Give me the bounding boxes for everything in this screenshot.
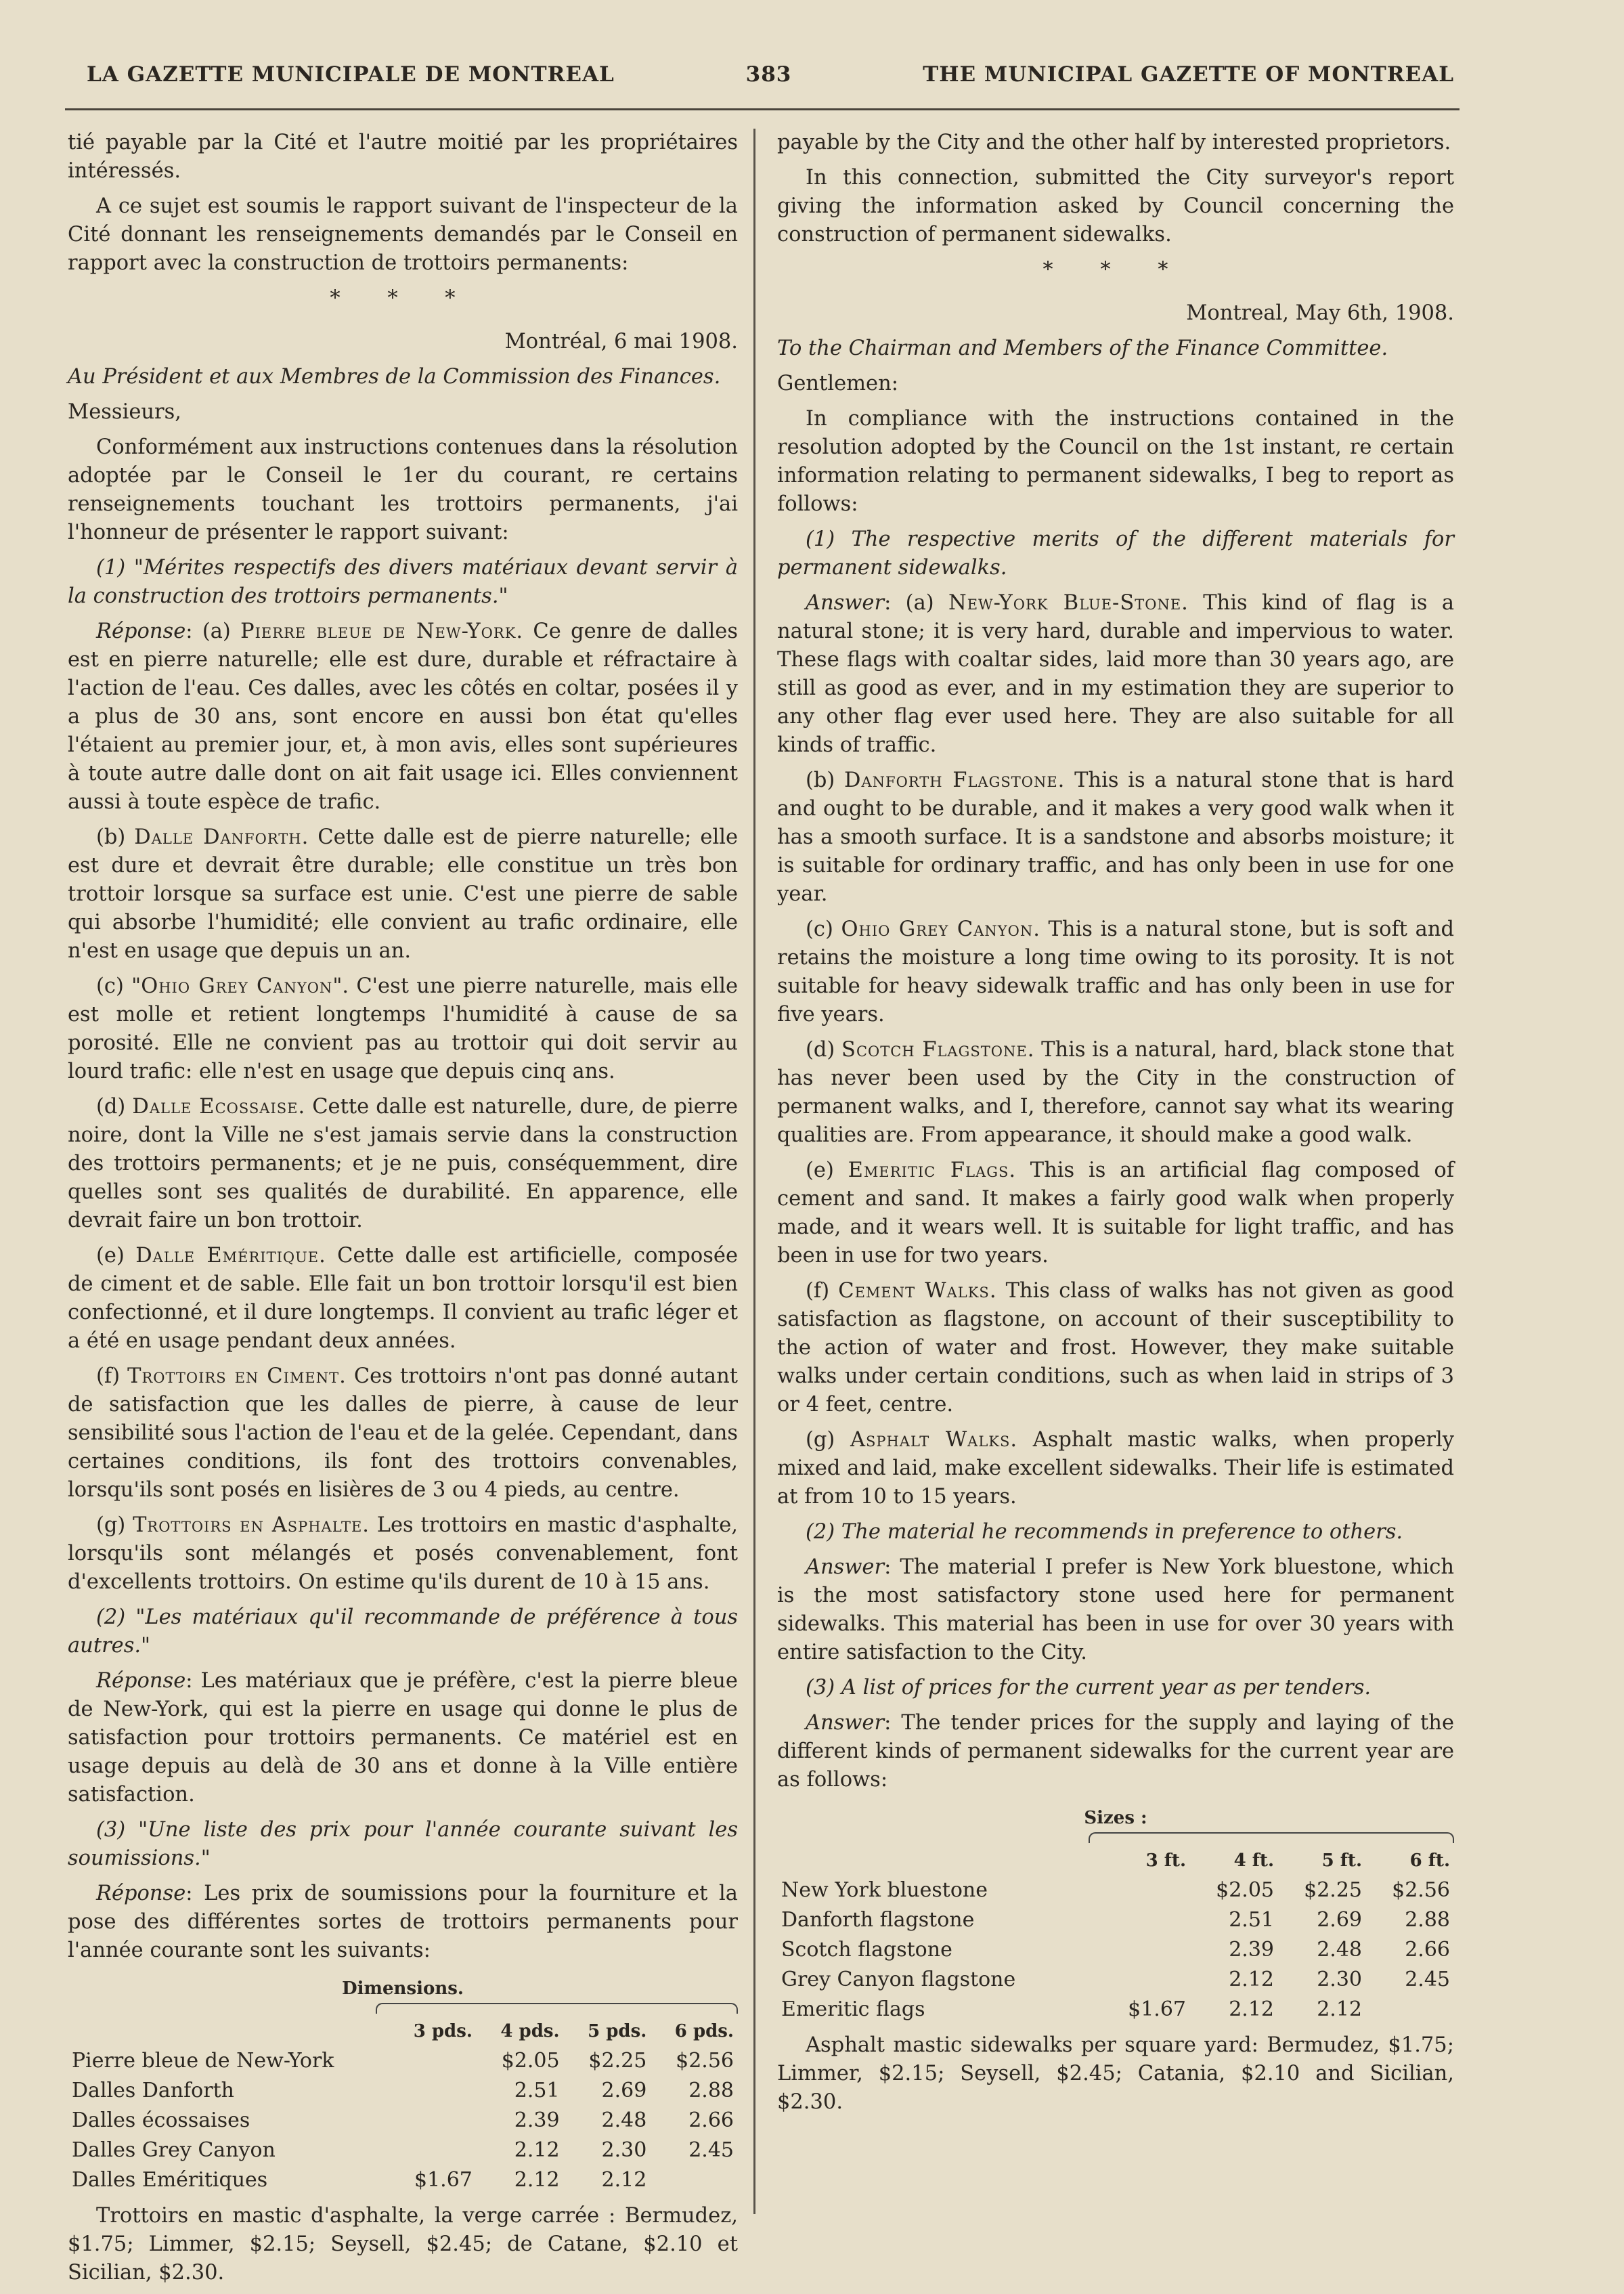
fr-item-text: Cette dalle est de pierre naturelle; elle est dure et devrait être durable; elle constitue un très bon trottoir lorsque sa surface est unie. C'est une pierre de sable qui absorbe l'humidité; elle convient au trafic ordinaire, elle n'est en usage que depuis un an. xyxy=(68,825,739,963)
french-column xyxy=(68,129,738,2294)
fr-item-marker: (b) xyxy=(96,825,126,849)
fr-date: Montréal, 6 mai 1908. xyxy=(504,330,738,353)
en-answer-label: Answer xyxy=(806,1711,885,1735)
table-cell xyxy=(1102,1876,1190,1905)
table-cell: 2.88 xyxy=(688,2079,734,2102)
table-cell: 2.12 xyxy=(514,2138,560,2162)
fr-item-marker: (e) xyxy=(96,1244,125,1268)
en-question-3: (3) A list of prices for the current year as per tenders. xyxy=(806,1676,1371,1700)
fr-paragraph-1: tié payable par la Cité et l'autre moitié par les propriétaires intéressés. xyxy=(68,131,738,183)
table-cell xyxy=(389,2046,477,2076)
fr-answer-3: Réponse: Les prix de soumissions pour la fourniture et la pose des différentes sortes de trottoirs permanents pour l'année courante sont les suivants: xyxy=(68,1882,738,1962)
en-item-text: This is a natural stone that is hard and ought to be durable, and it makes a very good walk when it has a smooth surface. It is a sandstone and absorbs moisture; it is suitable for ordinary traffic, and has only been in use for one year. xyxy=(777,769,1454,906)
fr-item-name: Trottoirs en Asphalte. xyxy=(133,1513,370,1537)
en-answer-b xyxy=(777,766,1454,909)
column-header: 4 ft. xyxy=(1233,1851,1274,1871)
table-cell: $1.67 xyxy=(1128,1997,1186,2021)
en-item-text: This is a natural stone, but is soft and retains the moisture a long time owing to its porosity. It is not suitable for heavy sidewalk traffic and has only been in use for five years. xyxy=(777,917,1454,1026)
column-header: 3 pds. xyxy=(413,2021,473,2041)
table-cell xyxy=(1102,1965,1190,1995)
fr-item-text: Les trottoirs en mastic d'asphalte, lorsqu'ils sont mélangés et posés convenablement, font d'excellents trottoirs. On estime qu'ils durent de 10 à 15 ans. xyxy=(68,1513,738,1594)
column-divider xyxy=(753,129,755,2214)
table-cell: 2.30 xyxy=(601,2138,647,2162)
fr-answer-2-text: Les matériaux que je préfère, c'est la pierre bleue de New-York, qui est la pierre en usage qui donne le plus de satisfaction pour trottoirs permanents. Ce matériel est en usage depuis au delà de 30 ans et donne à la Ville entière satisfaction. xyxy=(68,1669,738,1806)
en-salutation: Gentlemen: xyxy=(777,372,899,395)
table-cell xyxy=(651,2165,738,2195)
en-item-marker: (c) xyxy=(806,917,833,941)
en-date: Montreal, May 6th, 1908. xyxy=(1186,301,1454,325)
table-spacer xyxy=(777,1846,1102,1876)
fr-price-table xyxy=(68,2016,738,2195)
table-header-row xyxy=(777,1846,1454,1876)
fr-answer-c xyxy=(68,972,738,1086)
fr-answer-g xyxy=(68,1511,738,1597)
en-item-text: This is a natural, hard, black stone that has never been used by the City in the construction of permanent walks, and I, therefore, cannot say what its wearing qualities are. From appearance, it should make a good walk. xyxy=(777,1038,1454,1147)
table-cell: $2.56 xyxy=(676,2049,734,2073)
table-cell: $2.56 xyxy=(1392,1878,1450,1902)
fr-item-text: Cette dalle est naturelle, dure, de pierre noire, dont la Ville ne s'est jamais servie dans la construction des trottoirs permanents; et je ne puis, conséquemment, dire quelles sont ses qualités de durabilité. En apparence, elle devrait faire un bon trottoir. xyxy=(68,1095,738,1232)
fr-question-3: (3) "Une liste des prix pour l'année courante suivant les soumissions." xyxy=(68,1818,738,1870)
en-answer-2 xyxy=(777,1553,1454,1667)
fr-item-marker: (c) " xyxy=(96,974,141,998)
en-answer-2-text: : The material I prefer is New York bluestone, which is the most satisfactory stone used here for permanent sidewalks. This material has been in use for over 30 years with entire satisfaction to the City. xyxy=(777,1555,1454,1664)
fr-item-text: ". C'est une pierre naturelle, mais elle est molle et retient longtemps l'humidité à cause de sa porosité. Elle ne convient pas au trottoir qui doit servir au lourd trafic: elle n'est en usage que depuis cinq ans. xyxy=(68,974,739,1083)
table-row xyxy=(777,1876,1454,1905)
en-item-name: Danforth Flagstone. xyxy=(844,769,1066,792)
fr-table-caption: Dimensions. xyxy=(342,1978,464,1999)
fr-item-name: Dalle Eméritique. xyxy=(135,1244,326,1268)
row-label: Scotch flagstone xyxy=(781,1938,952,1962)
en-paragraph-1: payable by the City and the other half by interested proprietors. xyxy=(777,131,1451,154)
header-rule xyxy=(65,108,1460,110)
row-label: Dalles Grey Canyon xyxy=(72,2138,276,2162)
page-header xyxy=(87,62,1454,87)
fr-separator: * * * xyxy=(330,286,476,310)
table-cell xyxy=(1102,1935,1190,1965)
en-paragraph-2: In this connection, submitted the City surveyor's report giving the information asked by Council concerning the construction of permanent sidewalks. xyxy=(777,166,1454,246)
table-cell: 2.12 xyxy=(601,2168,647,2192)
fr-paragraph-2: A ce sujet est soumis le rapport suivant de l'inspecteur de la Cité donnant les renseignements demandés par le Conseil en rapport avec la construction de trottoirs permanents: xyxy=(68,194,738,275)
column-header: 5 ft. xyxy=(1321,1851,1362,1871)
en-answer-g xyxy=(777,1426,1454,1511)
en-separator: * * * xyxy=(1043,258,1189,282)
column-header: 6 pds. xyxy=(674,2021,734,2041)
column-header: 6 ft. xyxy=(1409,1851,1450,1871)
table-row xyxy=(68,2106,738,2136)
en-item-text: Asphalt mastic walks, when properly mixed and laid, make excellent sidewalks. Their life is estimated at from 10 to 15 years. xyxy=(777,1428,1454,1509)
fr-answer-f xyxy=(68,1362,738,1505)
en-asphalt-prices: Asphalt mastic sidewalks per square yard: Bermudez, $1.75; Limmer, $2.15; Seysell, $2.45; Catania, $2.10 and Sicilian, $2.30. xyxy=(777,2033,1454,2114)
table-cell: 2.12 xyxy=(1229,1997,1274,2021)
en-price-table xyxy=(777,1846,1454,2025)
fr-answer-d xyxy=(68,1093,738,1235)
table-cell xyxy=(389,2106,477,2136)
en-answer-d xyxy=(777,1036,1454,1150)
table-cell: 2.12 xyxy=(514,2168,560,2192)
table-cell: $1.67 xyxy=(414,2168,473,2192)
table-row xyxy=(777,1965,1454,1995)
table-row xyxy=(68,2136,738,2165)
table-cell: 2.69 xyxy=(601,2079,647,2102)
column-header: 4 pds. xyxy=(500,2021,560,2041)
en-item-name: Scotch Flagstone. xyxy=(841,1038,1035,1062)
row-label: Grey Canyon flagstone xyxy=(781,1968,1016,1991)
en-answer-3-text: : The tender prices for the supply and laying of the different kinds of permanent sidewalks for the current year are as follows: xyxy=(777,1711,1454,1792)
en-item-name: New-York Blue-Stone. xyxy=(948,591,1189,615)
table-cell: 2.51 xyxy=(514,2079,560,2102)
fr-item-text: Cette dalle est artificielle, composée de ciment et de sable. Elle fait un bon trottoir lorsqu'il est bien confectionné, et il dure longtemps. Il convient au trafic léger et a été en usage pendant deux années. xyxy=(68,1244,738,1353)
table-cell: $2.05 xyxy=(501,2049,560,2073)
en-item-marker: (b) xyxy=(806,769,835,792)
table-cell xyxy=(1366,1995,1454,2025)
table-cell: 2.66 xyxy=(688,2108,734,2132)
en-answer-e xyxy=(777,1156,1454,1270)
header-english-title: THE MUNICIPAL GAZETTE OF MONTREAL xyxy=(923,62,1454,87)
en-answer-a xyxy=(777,589,1454,760)
fr-item-name: Dalle Ecossaise. xyxy=(132,1095,306,1119)
fr-salutation: Messieurs, xyxy=(68,400,181,424)
fr-question-1: (1) "Mérites respectifs des divers matériaux devant servir à la construction des trottoirs permanents." xyxy=(68,556,738,608)
table-cell: 2.51 xyxy=(1229,1908,1274,1932)
table-cell: 2.45 xyxy=(1405,1968,1450,1991)
fr-answer-3-text: Les prix de soumissions pour la fourniture et la pose des différentes sortes de trottoirs permanents pour l'année courante sont les suivants: xyxy=(68,1882,738,1962)
fr-item-marker: : (a) xyxy=(185,620,231,643)
fr-answer-label: Réponse xyxy=(96,1669,186,1693)
fr-question-2: (2) "Les matériaux qu'il recommande de préférence à tous autres." xyxy=(68,1605,738,1658)
table-cell: 2.66 xyxy=(1405,1938,1450,1962)
en-item-name: Emeritic Flags. xyxy=(848,1159,1017,1182)
en-item-marker: : (a) xyxy=(884,591,934,615)
table-cell xyxy=(1102,1905,1190,1935)
table-cell: $2.25 xyxy=(588,2049,647,2073)
page-number: 383 xyxy=(745,62,792,87)
table-cell: 2.39 xyxy=(514,2108,560,2132)
column-header: 5 pds. xyxy=(588,2021,647,2041)
en-table-caption: Sizes : xyxy=(1084,1808,1147,1828)
en-item-marker: (e) xyxy=(806,1159,834,1182)
en-item-marker: (g) xyxy=(806,1428,835,1452)
table-cell: 2.39 xyxy=(1229,1938,1274,1962)
table-row xyxy=(68,2165,738,2195)
table-cell: $2.25 xyxy=(1304,1878,1362,1902)
en-intro: In compliance with the instructions contained in the resolution adopted by the Council on the 1st instant, re certain information relating to permanent sidewalks, I beg to report as follows: xyxy=(777,407,1454,516)
en-item-name: Asphalt Walks. xyxy=(850,1428,1018,1452)
row-label: Pierre bleue de New-York xyxy=(72,2049,334,2073)
row-label: Emeritic flags xyxy=(781,1997,925,2021)
en-item-name: Ohio Grey Canyon. xyxy=(841,917,1040,941)
table-row xyxy=(777,1905,1454,1935)
table-row xyxy=(777,1935,1454,1965)
row-label: New York bluestone xyxy=(781,1878,988,1902)
table-spacer xyxy=(68,2016,389,2046)
en-item-text: This kind of flag is a natural stone; it is very hard, durable and impervious to water. These flags with coaltar sides, laid more than 30 years ago, are still as good as ever, and in my estimation they are superior to any other flag ever used here. They are also suitable for all kinds of traffic. xyxy=(777,591,1455,757)
en-question-1: (1) The respective merits of the different materials for permanent sidewalks. xyxy=(777,527,1454,580)
fr-item-marker: (g) xyxy=(96,1513,126,1537)
fr-item-marker: (d) xyxy=(96,1095,126,1119)
header-french-title: LA GAZETTE MUNICIPALE DE MONTREAL xyxy=(87,62,615,87)
en-item-name: Cement Walks. xyxy=(838,1279,997,1303)
column-header: 3 ft. xyxy=(1145,1851,1186,1871)
table-cell xyxy=(389,2076,477,2106)
fr-answer-a xyxy=(68,618,738,817)
table-cell: 2.69 xyxy=(1317,1908,1362,1932)
table-cell: 2.48 xyxy=(601,2108,647,2132)
table-cell: 2.45 xyxy=(688,2138,734,2162)
fr-item-marker: (f) xyxy=(96,1364,120,1388)
table-cell: 2.48 xyxy=(1317,1938,1362,1962)
en-answer-f xyxy=(777,1277,1454,1419)
row-label: Dalles Eméritiques xyxy=(72,2168,268,2192)
table-row xyxy=(68,2046,738,2076)
fr-item-name: Trottoirs en Ciment. xyxy=(127,1364,347,1388)
fr-answer-e xyxy=(68,1242,738,1356)
fr-answer-label: Réponse xyxy=(96,1882,186,1905)
fr-item-name: Dalle Danforth. xyxy=(134,825,309,849)
fr-asphalt-prices: Trottoirs en mastic d'asphalte, la verge carrée : Bermudez, $1.75; Limmer, $2.15; Seysell, $2.45; de Catane, $2.10 et Sicilian, $2.30. xyxy=(68,2204,738,2285)
en-answer-3 xyxy=(777,1709,1454,1794)
table-header-row xyxy=(68,2016,738,2046)
english-column xyxy=(777,129,1454,2123)
en-item-marker: (f) xyxy=(806,1279,830,1303)
en-answer-c xyxy=(777,915,1454,1029)
fr-item-name: Pierre bleue de New-York. xyxy=(240,620,524,643)
fr-intro: Conformément aux instructions contenues dans la résolution adoptée par le Conseil le 1er du courant, re certains renseignements touchant les trottoirs permanents, j'ai l'honneur de présenter le rapport suivant: xyxy=(68,435,738,544)
fr-item-text: Ce genre de dalles est en pierre naturelle; elle est dure, durable et réfractaire à l'action de l'eau. Ces dalles, avec les côtés en coltar, posées il y a plus de 30 ans, sont encore en aussi bon état qu'elles l'étaient au premier jour, et, à mon avis, elles sont supérieures à toute autre dalle dont on ait fait usage ici. Elles conviennent aussi à toute espèce de trafic. xyxy=(68,620,738,814)
en-table-brace xyxy=(1089,1832,1454,1843)
en-item-marker: (d) xyxy=(806,1038,835,1062)
en-answer-label: Answer xyxy=(806,1555,885,1579)
fr-item-text: Ces trottoirs n'ont pas donné autant de satisfaction que les dalles de pierre, à cause de leur sensibilité sous l'action de l'eau et de la gelée. Cependant, dans certaines conditions, ils font des trottoirs convenables, lorsqu'ils sont posés en lisières de 3 ou 4 pieds, au centre. xyxy=(68,1364,738,1502)
fr-table-brace xyxy=(376,2003,738,2014)
fr-item-name: Ohio Grey Canyon xyxy=(141,974,333,998)
table-row xyxy=(777,1995,1454,2025)
en-item-text: This is an artificial flag composed of cement and sand. It makes a fairly good walk when properly made, and it wears well. It is suitable for light traffic, and has been in use for two years. xyxy=(777,1159,1454,1268)
fr-answer-b xyxy=(68,823,738,966)
row-label: Dalles Danforth xyxy=(72,2079,234,2102)
table-row xyxy=(68,2076,738,2106)
table-cell: 2.12 xyxy=(1317,1997,1362,2021)
table-cell xyxy=(389,2136,477,2165)
table-cell: $2.05 xyxy=(1216,1878,1274,1902)
en-answer-label: Answer xyxy=(806,591,885,615)
table-cell: 2.30 xyxy=(1317,1968,1362,1991)
fr-addressee: Au Président et aux Membres de la Commission des Finances. xyxy=(68,365,721,389)
en-addressee: To the Chairman and Members of the Finance Committee. xyxy=(777,337,1388,360)
fr-answer-label: Réponse xyxy=(96,620,186,643)
fr-answer-2: Réponse: Les matériaux que je préfère, c'est la pierre bleue de New-York, qui est la pierre en usage qui donne le plus de satisfaction pour trottoirs permanents. Ce matériel est en usage depuis au delà de 30 ans et donne à la Ville entière satisfaction. xyxy=(68,1669,738,1806)
en-question-2: (2) The material he recommends in preference to others. xyxy=(806,1520,1403,1544)
row-label: Dalles écossaises xyxy=(72,2108,250,2132)
en-item-text: This class of walks has not given as good satisfaction as flagstone, on account of their susceptibility to the action of water and frost. However, they make suitable walks under certain conditions, such as when laid in strips of 3 or 4 feet, centre. xyxy=(777,1279,1454,1416)
table-cell: 2.12 xyxy=(1229,1968,1274,1991)
table-cell: 2.88 xyxy=(1405,1908,1450,1932)
row-label: Danforth flagstone xyxy=(781,1908,975,1932)
